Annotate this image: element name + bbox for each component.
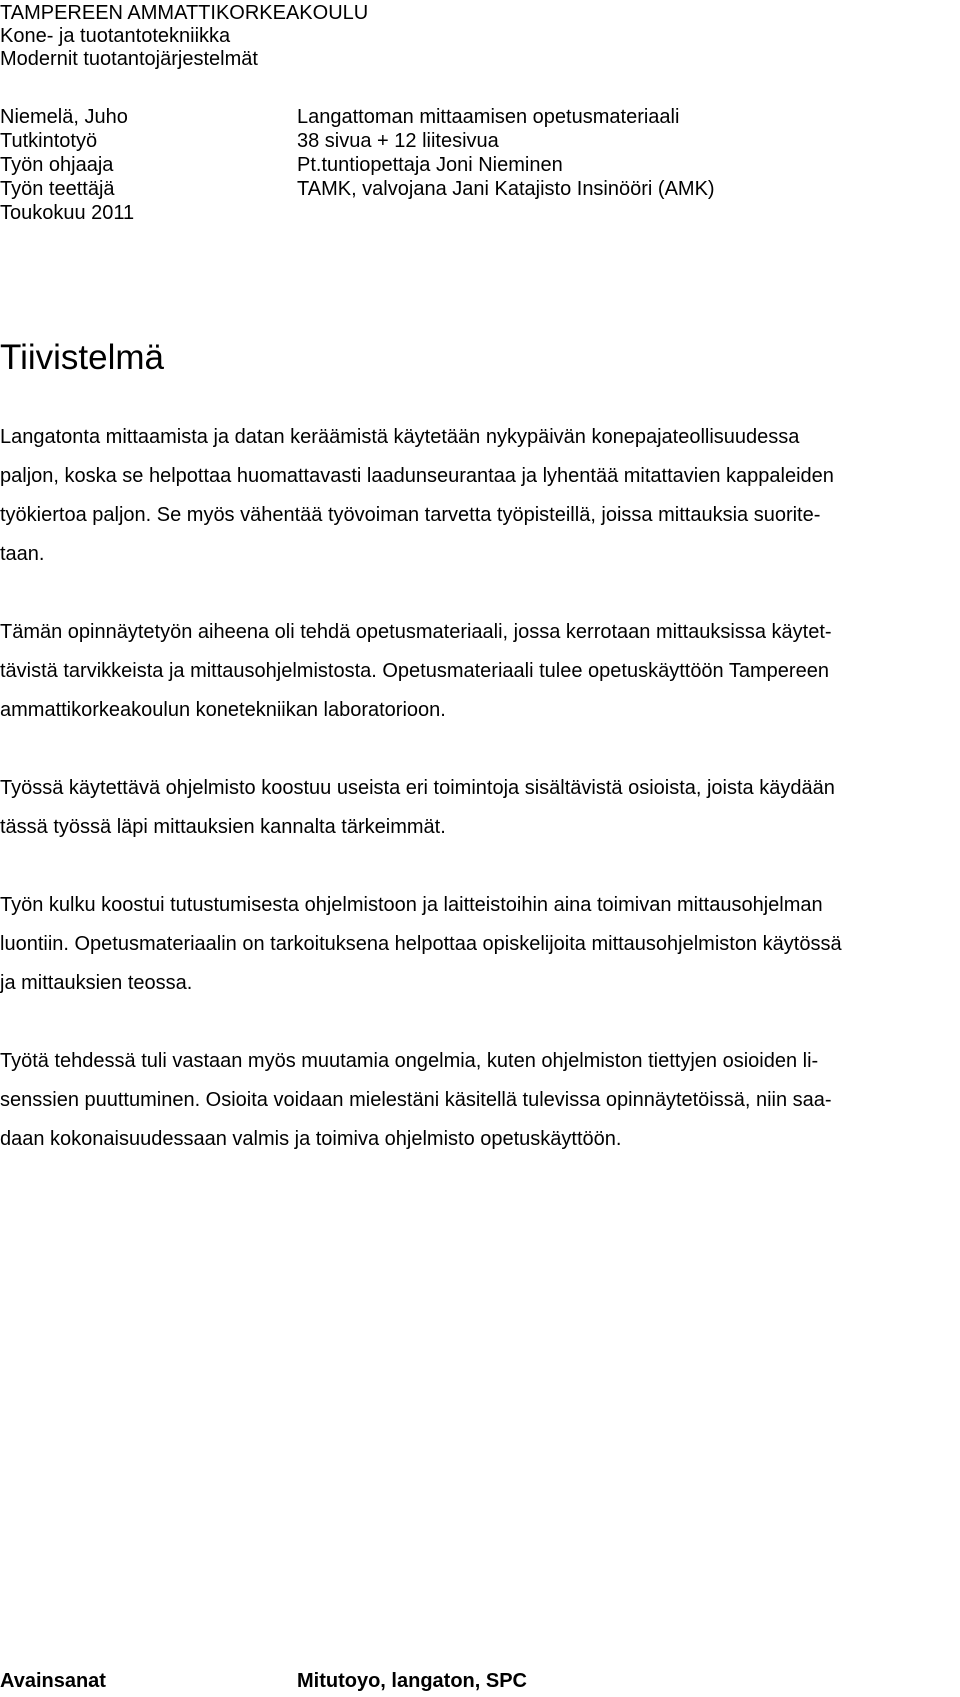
paragraph-line: työkiertoa paljon. Se myös vähentää työvoiman tarvetta työpisteillä, joissa mittauksia suorite- xyxy=(0,504,821,526)
keywords-label: Avainsanat xyxy=(0,1670,106,1692)
paragraph-line: tässä työssä läpi mittauksien kannalta tärkeimmät. xyxy=(0,816,446,838)
abstract-body xyxy=(0,418,960,1159)
abstract-paragraph xyxy=(0,886,960,1003)
commissioner-label: Työn teettäjä xyxy=(0,178,115,200)
meta-values-column xyxy=(297,105,715,201)
work-type-label: Tutkintotyö xyxy=(0,130,98,152)
paragraph-line: Työssä käytettävä ohjelmisto koostuu useista eri toimintoja sisältävistä osioista, joista käydään xyxy=(0,777,835,799)
abstract-paragraph xyxy=(0,1042,960,1159)
abstract-paragraph xyxy=(0,418,960,574)
date-label: Toukokuu 2011 xyxy=(0,202,135,224)
commissioner-value: TAMK, valvojana Jani Katajisto Insinööri (AMK) xyxy=(297,178,715,200)
institution-name: TAMPEREEN AMMATTIKORKEAKOULU xyxy=(0,2,369,24)
abstract-heading: Tiivistelmä xyxy=(0,338,164,377)
author-name: Niemelä, Juho xyxy=(0,106,128,128)
paragraph-line: taan. xyxy=(0,543,45,565)
paragraph-line: tävistä tarvikkeista ja mittausohjelmistosta. Opetusmateriaali tulee opetuskäyttöön Tampereen xyxy=(0,660,829,682)
paragraph-gap xyxy=(0,574,960,613)
abstract-paragraph xyxy=(0,769,960,847)
specialisation: Modernit tuotantojärjestelmät xyxy=(0,48,258,70)
keywords-value: Mitutoyo, langaton, SPC xyxy=(297,1670,527,1692)
supervisor-value: Pt.tuntiopettaja Joni Nieminen xyxy=(297,154,563,176)
paragraph-line: daan kokonaisuudessaan valmis ja toimiva ohjelmisto opetuskäyttöön. xyxy=(0,1128,622,1150)
document-header xyxy=(0,2,368,71)
paragraph-line: ammattikorkeakoulun konetekniikan laboratorioon. xyxy=(0,699,446,721)
paragraph-line: senssien puuttuminen. Osioita voidaan mielestäni käsitellä tulevissa opinnäytetöissä, niin saa- xyxy=(0,1089,832,1111)
supervisor-label: Työn ohjaaja xyxy=(0,154,114,176)
paragraph-gap xyxy=(0,1003,960,1042)
paragraph-line: luontiin. Opetusmateriaalin on tarkoituksena helpottaa opiskelijoita mittausohjelmiston käytössä xyxy=(0,933,842,955)
paragraph-line: Langatonta mittaamista ja datan keräämistä käytetään nykypäivän konepajateollisuudessa xyxy=(0,426,800,448)
paragraph-gap xyxy=(0,847,960,886)
meta-labels-column xyxy=(0,105,134,225)
paragraph-line: paljon, koska se helpottaa huomattavasti laadunseurantaa ja lyhentää mitattavien kappaleiden xyxy=(0,465,834,487)
thesis-title: Langattoman mittaamisen opetusmateriaali xyxy=(297,106,680,128)
paragraph-line: Tämän opinnäytetyön aiheena oli tehdä opetusmateriaali, jossa kerrotaan mittauksissa käytet- xyxy=(0,621,832,643)
page-count: 38 sivua + 12 liitesivua xyxy=(297,130,499,152)
paragraph-line: Työn kulku koostui tutustumisesta ohjelmistoon ja laitteistoihin aina toimivan mittausohjelman xyxy=(0,894,823,916)
paragraph-gap xyxy=(0,730,960,769)
paragraph-line: Työtä tehdessä tuli vastaan myös muutamia ongelmia, kuten ohjelmiston tiettyjen osioiden li- xyxy=(0,1050,819,1072)
paragraph-line: ja mittauksien teossa. xyxy=(0,972,193,994)
abstract-paragraph xyxy=(0,613,960,730)
degree-programme: Kone- ja tuotantotekniikka xyxy=(0,25,231,47)
